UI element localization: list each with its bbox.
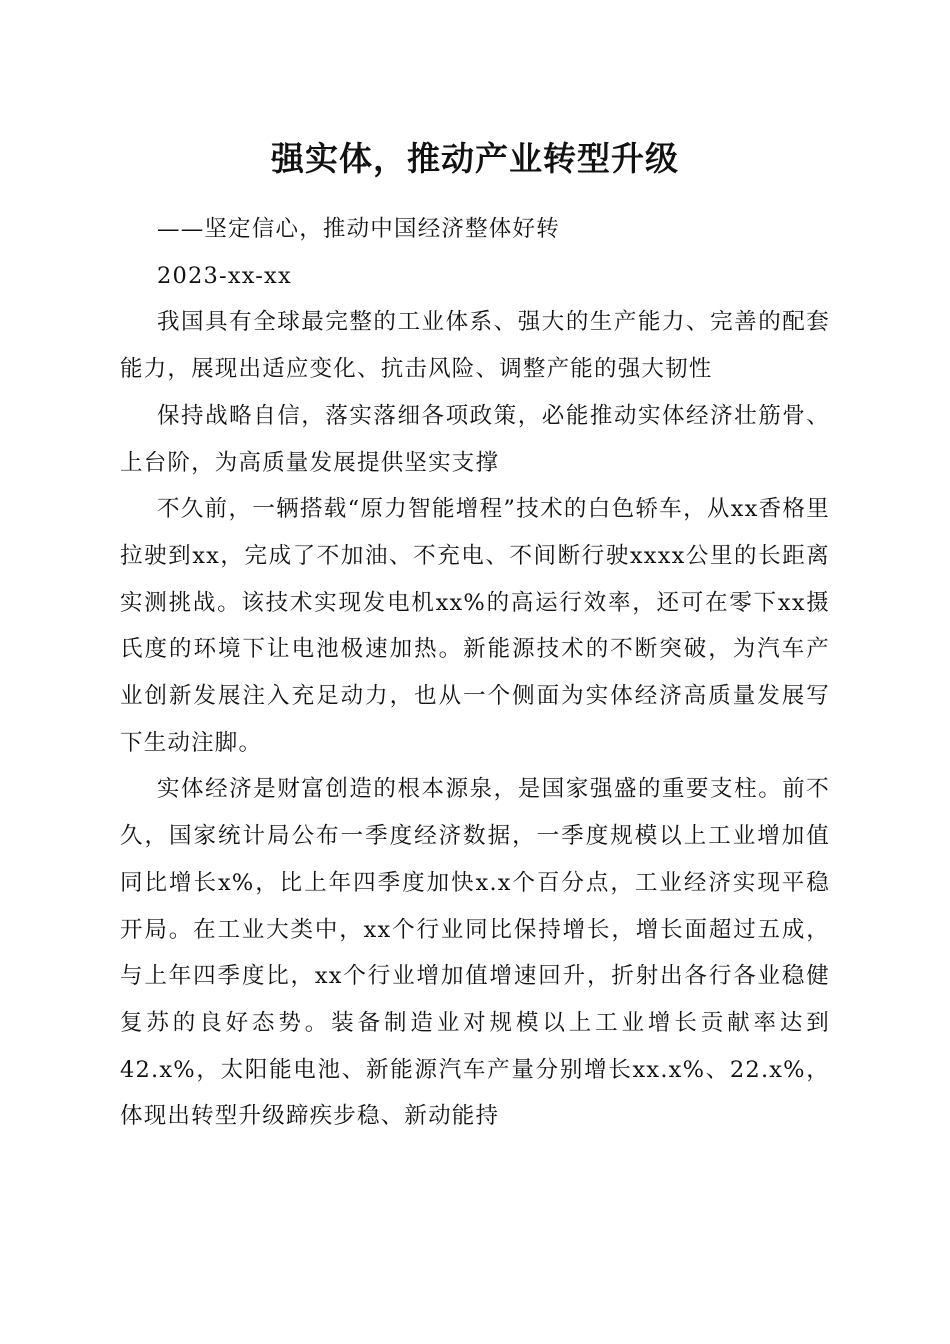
paragraph: 保持战略自信，落实落细各项政策，必能推动实体经济壮筋骨、上台阶，为高质量发展提供坚实支撑 bbox=[120, 402, 830, 476]
paragraph: 我国具有全球最完整的工业体系、强大的生产能力、完善的配套能力，展现出适应变化、抗击风险、调整产能的强大韧性 bbox=[120, 309, 830, 383]
date-line: 2023-xx-xx bbox=[157, 262, 292, 289]
paragraph: 不久前，一辆搭载“原力智能增程”技术的白色轿车，从xx香格里拉驶到xx，完成了不加油、不充电、不间断行驶xxxx公里的长距离实测挑战。该技术实现发电机xx%的高运行效率，还可在零下xx摄氏度的环境下让电池极速加热。新能源技术的不断突破，为汽车产业创新发展注入充足动力，也从一个侧面为实体经济高质量发展写下生动注脚。 bbox=[120, 496, 830, 756]
subtitle: ——坚定信心，推动中国经济整体好转 bbox=[157, 216, 560, 242]
document-body bbox=[120, 206, 830, 1140]
paragraph: 实体经济是财富创造的根本源泉，是国家强盛的重要支柱。前不久，国家统计局公布一季度经济数据，一季度规模以上工业增加值同比增长x%，比上年四季度加快x.x个百分点，工业经济实现平稳开局。在工业大类中，xx个行业同比保持增长，增长面超过五成，与上年四季度比，xx个行业增加值增速回升，折射出各行各业稳健复苏的良好态势。装备制造业对规模以上工业增长贡献率达到42.x%，太阳能电池、新能源汽车产量分别增长xx.x%、22.x%，体现出转型升级蹄疾步稳、新动能持 bbox=[120, 776, 830, 1130]
document-title: 强实体，推动产业转型升级 bbox=[271, 139, 679, 178]
